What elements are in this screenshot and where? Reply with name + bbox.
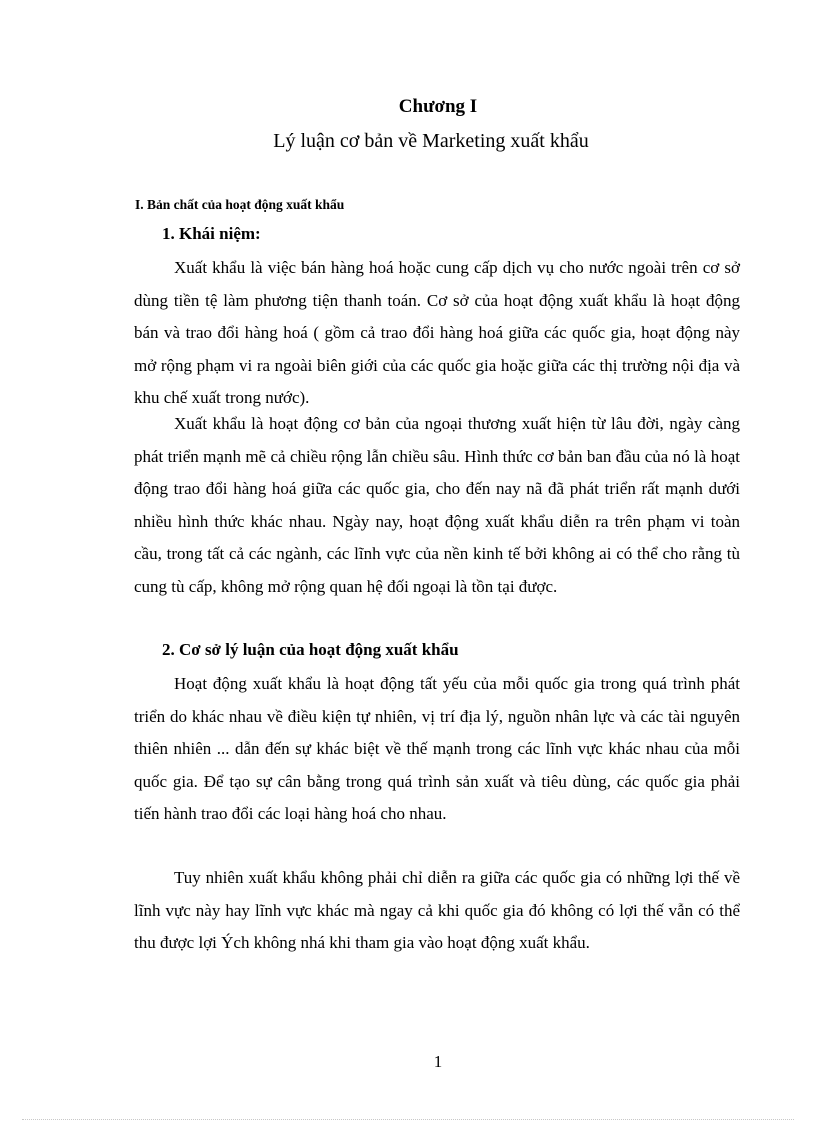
section-heading: I. Bản chất của hoạt động xuất khẩu — [135, 197, 345, 212]
page-edge-divider — [22, 1119, 794, 1120]
chapter-title: Lý luận cơ bản về Marketing xuất khẩu — [273, 130, 589, 152]
paragraph: Xuất khẩu là việc bán hàng hoá hoặc cung cấp dịch vụ cho nước ngoài trên cơ sở dùng tiền tệ làm phương tiện thanh toán. Cơ sở của hoạt động xuất khẩu là hoạt động bán và trao đổi hàng hoá ( gồm cả trao đổi hàng hoá giữa các quốc gia, hoạt động này mở rộng phạm vi ra ngoài biên giới của các quốc gia hoặc giữa các thị trường nội địa và khu chế xuất trong nước). — [134, 258, 740, 408]
subsection-heading-theory: 2. Cơ sở lý luận của hoạt động xuất khẩu — [162, 640, 459, 659]
paragraph: Tuy nhiên xuất khẩu không phải chỉ diễn ra giữa các quốc gia có những lợi thế về lĩnh vực này hay lĩnh vực khác mà ngay cả khi quốc gia đó không có lợi thế vẫn có thể thu được lợi Ých không nhá khi tham gia vào hoạt động xuất khẩu. — [134, 868, 740, 953]
page-number: 1 — [433, 1052, 443, 1071]
chapter-label: Chương I — [398, 96, 478, 117]
subsection-heading-concept: 1. Khái niệm: — [162, 224, 261, 243]
paragraph: Xuất khẩu là hoạt động cơ bản của ngoại thương xuất hiện từ lâu đời, ngày càng phát triển mạnh mẽ cả chiều rộng lẫn chiều sâu. Hình thức cơ bản ban đầu của nó là hoạt động trao đổi hàng hoá giữa các quốc gia, cho đến nay nã đã phát triển rất mạnh dưới nhiều hình thức khác nhau. Ngày nay, hoạt động xuất khẩu diễn ra trên phạm vi toàn cầu, trong tất cả các ngành, các lĩnh vực của nền kinh tế bởi không ai có thể cho rằng tù cung tù cấp, không mở rộng quan hệ đối ngoại là tồn tại được. — [134, 414, 740, 596]
paragraph: Hoạt động xuất khẩu là hoạt động tất yếu của mỗi quốc gia trong quá trình phát triển do khác nhau về điều kiện tự nhiên, vị trí địa lý, nguồn nhân lực và các tài nguyên thiên nhiên ... dẫn đến sự khác biệt về thế mạnh trong các lĩnh vực khác nhau của mỗi quốc gia. Để tạo sự cân bằng trong quá trình sản xuất và tiêu dùng, các quốc gia phải tiến hành trao đổi các loại hàng hoá cho nhau. — [134, 674, 740, 824]
